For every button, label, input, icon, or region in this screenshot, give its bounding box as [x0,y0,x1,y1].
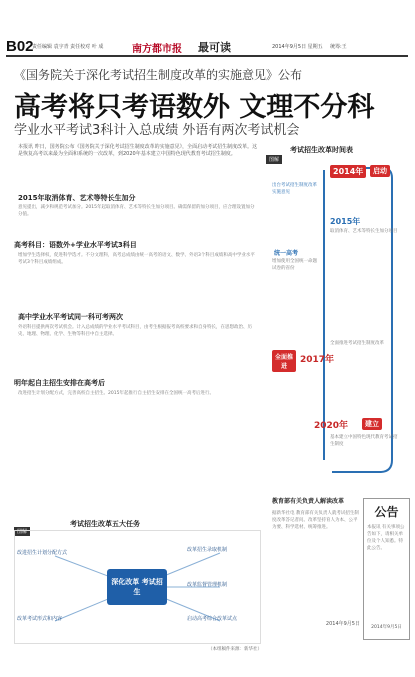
header-editor: 统筹:王 [330,44,347,50]
task-1: 改进招生计划分配方式 [17,550,68,556]
page-code: B02 [6,38,34,55]
header-divider [6,55,408,57]
event-label-2014: 启动 [370,165,390,177]
event-label-unified-exam: 统一高考 [274,250,299,257]
issue-date: 2014年9月5日 星期五 [272,44,323,50]
main-headline: 高考将只考语数外 文理不分科 [14,92,375,123]
notice-date: 2014年9月5日 [371,625,402,630]
task-5: 启动高考综合改革试点 [187,616,238,622]
event-label-2020: 建立 [362,418,382,430]
timeline-title: 考试招生改革时间表 [290,146,353,154]
five-tasks-diagram [14,530,261,644]
event-text-2015: 取消体育、艺术等特长生加分项目 [330,229,398,234]
section-text-2: 增加学生选择权，促进科学选才。不分文理科，高考总成绩由统一高考的语文、数学、外语3个科目成绩和高中学业水平考试3个科目成绩组成。 [18,253,255,265]
year-2020: 2020年 [314,421,349,431]
header-meta: 责任编辑 袁宇青 责任校对 叶 成 [32,44,104,50]
bottom-article-text: 据新华社电 教育部有关负责人就考试招生制度改革答记者问。改革坚持育人为本、公平为要、科学选材、统筹推进。 [272,511,359,530]
page-header [0,0,415,60]
section-heading-3: 高中学业水平考试同一科可考两次 [18,313,123,321]
section-text-4: 改进招生计划分配方式，完善高校自主招生。2015年起推行自主招生安排在全国统一高考后进行。 [18,391,214,396]
task-3: 改革招生录取机制 [187,547,228,553]
year-badge-2014: 2014年 [330,165,366,178]
year-2017: 2017年 [300,355,335,365]
center-label: 深化改革 考试招生 [111,578,163,596]
notice-text: 本报讯 有关事项公告如下，请相关单位及个人知悉。特此公告。 [367,525,405,551]
notice-title: 公告 [374,505,399,519]
timeline-tag: 图解 [266,146,282,165]
newspaper-logo: 南方都市报 [132,44,182,55]
graphic-title: 考试招生改革五大任务 [70,520,140,528]
section-text-1: 意见提出，减少和规范考试加分。2015年起取消体育、艺术等特长生加分项目。确需保留的加分项目，应合理设置加分分值。 [18,205,255,217]
section-heading-4: 明年起自主招生安排在高考后 [14,379,105,387]
event-text-2017: 全面推进考试招生制度改革 [330,341,384,346]
event-text-2020: 基本建立中国特色现代教育考试招生制度 [330,435,398,447]
year-2015: 2015年 [330,217,361,226]
section-heading-1: 2015年取消体育、艺术等特长生加分 [18,194,136,202]
subheadline-top: 《国务院关于深化考试招生制度改革的实施意见》公布 [14,68,303,82]
timeline [272,160,404,485]
subheadline-bottom: 学业水平考试3科计入总成绩 外语有两次考试机会 [14,123,300,138]
event-label-2017: 全面推进 [272,350,296,372]
notice-box [363,498,410,640]
bottom-article-date: 2014年9月5日 [325,621,360,627]
graphic-credit: （本组稿件来源：新华社） [208,647,262,652]
bottom-article-title: 教育部有关负责人解读改革 [272,498,345,505]
section-heading-2: 高考科目：语数外+学业水平考试3科目 [14,241,137,249]
task-2: 改革考试形式和内容 [17,616,63,622]
section-text-3: 外语科目提供两次考试机会。计入总成绩的学业水平考试科目，由考生根据报考高校要求和自身特长，在思想政治、历史、地理、物理、化学、生物等科目中自主选择。 [18,325,252,337]
bottom-article [272,498,360,638]
lead-paragraph: 本报讯 昨日，国务院公布《国务院关于深化考试招生制度改革的实施意见》，全面启动考试招生制度改革。这是恢复高考以来最为全面和系统的一次改革，到2020年基本建立中国特色现代教育考试招生制度。 [18,144,258,157]
event-text-2014: 出台考试招生制度改革实施意见 [272,183,317,195]
graphic-tag: 图解 [14,518,30,537]
event-text-unified-exam: 增加使用全国统一命题试卷的省份 [272,259,317,271]
section-title: 最可读 [198,41,231,54]
task-4: 改革监督管理机制 [187,582,228,588]
